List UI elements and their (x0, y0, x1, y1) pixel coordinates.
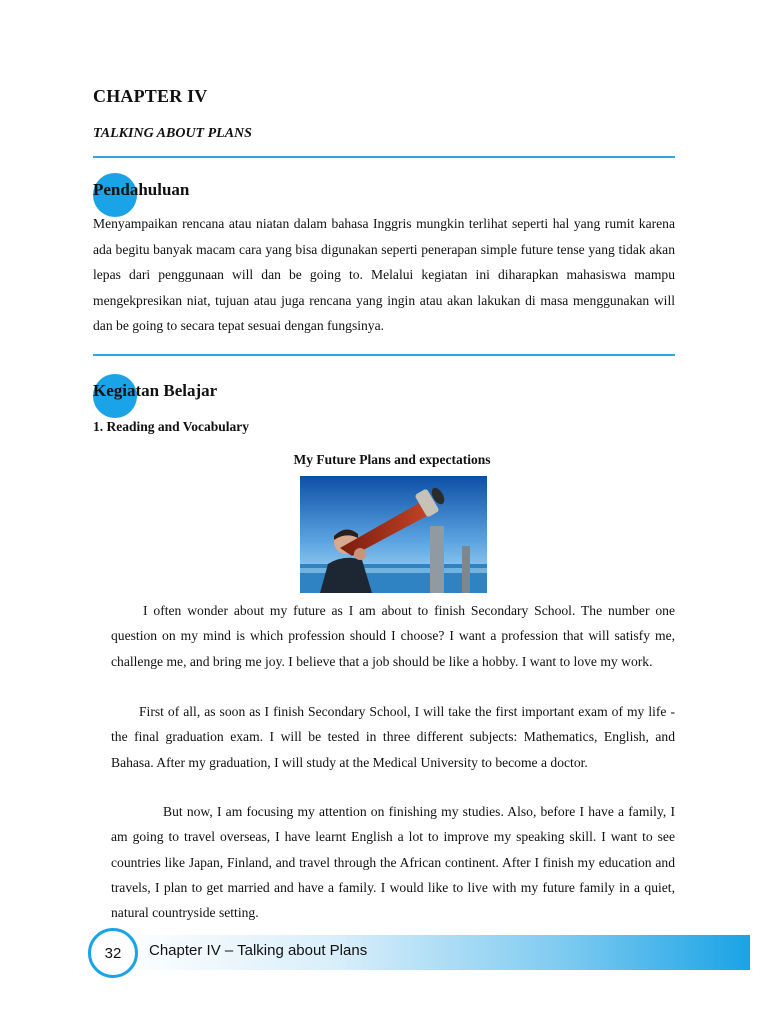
section-divider (93, 156, 675, 158)
reading-paragraph-3: But now, I am focusing my attention on finishing my studies. Also, before I have a family, I am going to travel overseas, I have learnt English a lot to improve my speaking skill. I want to see countries like Japan, Finland, and travel through the African continent. After I finish my education and travels, I plan to get married and have a family. I would like to live with my future family in a quiet, natural countryside setting. (111, 804, 675, 921)
activity-heading-text: Kegiatan Belajar (93, 381, 218, 400)
activity-heading (93, 381, 217, 401)
chapter-title: CHAPTER IV (93, 86, 208, 106)
footer-running-title: Chapter IV – Talking about Plans (149, 942, 368, 959)
reading-paragraph-2: First of all, as soon as I finish Secondary School, I will take the first important exam of my life - the final graduation exam. I will be tested in three different subjects: Mathematics, English, and Bahasa. After my graduation, I will study at the Medical University to become a doctor. (111, 704, 675, 770)
page-number: 32 (88, 928, 138, 978)
section-divider (93, 354, 675, 356)
reading-title: My Future Plans and expectations (293, 452, 491, 467)
intro-heading (93, 180, 189, 200)
intro-heading-text: Pendahuluan (93, 180, 190, 199)
chapter-subtitle: TALKING ABOUT PLANS (93, 126, 252, 141)
man-with-telescope-photo (300, 476, 487, 593)
reading-paragraph-1: I often wonder about my future as I am about to finish Secondary School. The number one question on my mind is which profession should I choose? I want a profession that will satisfy me, challenge me, and bring me joy. I believe that a job should be like a hobby. I want to love my work. (111, 603, 675, 669)
reading-vocabulary-subheading: 1. Reading and Vocabulary (93, 419, 250, 434)
intro-paragraph: Menyampaikan rencana atau niatan dalam bahasa Inggris mungkin terlihat seperti hal yang rumit karena ada begitu banyak macam cara yang bisa digunakan seperti penerapan simple future tense yang tidak akan lepas dari penggunaan will dan be going to. Melalui kegiatan ini diharapkan mahasiswa mampu mengekpresikan niat, tujuan atau juga rencana yang ingin atau akan lakukan di masa menggunakan will dan be going to secara tepat sesuai dengan fungsinya. (93, 216, 675, 333)
